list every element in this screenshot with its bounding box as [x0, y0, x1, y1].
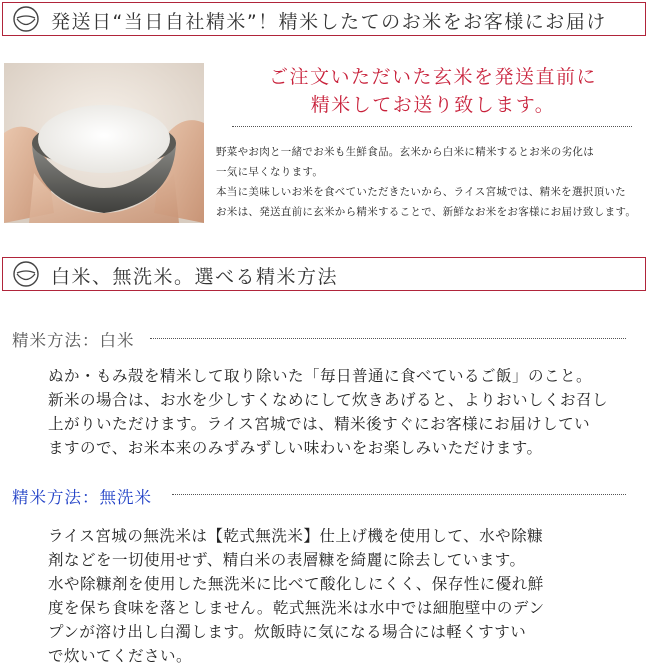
- white-rice-text-line-3: 上がりいただけます。ライス宮城では、精米後すぐにお客様にお届けしてい: [48, 415, 591, 433]
- intro-text-line-2: 一気に早くなります。: [216, 166, 324, 178]
- rice-bowl-icon: [9, 261, 43, 287]
- section-heading-musenmai: 精米方法：無洗米: [12, 488, 152, 507]
- intro-text-line-3: 本当に美味しいお米を食べていただきたいから、ライス宮城では、精米を選択頂いた: [216, 186, 626, 198]
- musenmai-text-line-1: ライス宮城の無洗米は【乾式無洗米】仕上げ機を使用して、水や除糠: [48, 527, 544, 545]
- intro-text-line-4: お米は、発送直前に玄米から精米することで、新鮮なお米をお客様にお届け致します。: [216, 206, 637, 218]
- rice-bowl-photo: [4, 63, 204, 223]
- divider: [172, 494, 626, 495]
- header-banner-methods: [2, 257, 646, 291]
- banner-title: 発送日“当日自社精米”！精米したてのお米をお客様にお届け: [51, 11, 607, 33]
- musenmai-text-line-5: プンが溶け出し白濁します。炊飯時に気になる場合には軽くすすい: [48, 623, 527, 641]
- banner-title: 白米、無洗米。選べる精米方法: [51, 266, 339, 288]
- white-rice-text-line-2: 新米の場合は、お水を少しすくなめにして炊きあげると、よりおいしくお召し: [48, 391, 609, 409]
- divider: [150, 338, 626, 339]
- white-rice-text-line-4: ますので、お米本来のみずみずしい味わいをお楽しみいただけます。: [48, 439, 543, 457]
- divider: [232, 126, 632, 127]
- musenmai-text-line-2: 剤などを一切使用せず、精白米の表層糠を綺麗に除去しています。: [48, 551, 526, 569]
- rice-bowl-icon: [9, 6, 43, 32]
- white-rice-text-line-1: ぬか・もみ殻を精米して取り除いた「毎日普通に食べているご飯」のこと。: [48, 367, 593, 385]
- header-banner-delivery: [2, 2, 646, 36]
- musenmai-text-line-4: 度を保ち食味を落としません。乾式無洗米は水中では細胞壁中のデン: [48, 599, 545, 617]
- musenmai-text-line-6: で炊いてください。: [48, 647, 193, 665]
- intro-text-line-1: 野菜やお肉と一緒でお米も生鮮食品。玄米から白米に精米するとお米の劣化は: [216, 146, 594, 158]
- musenmai-text-line-3: 水や除糠剤を使用した無洗米に比べて酸化しにくく、保存性に優れ鮮: [48, 575, 544, 593]
- lead-text-line-2: 精米してお送り致します。: [310, 94, 556, 116]
- section-heading-white-rice: 精米方法：白米: [12, 331, 135, 350]
- lead-text-line-1: ご注文いただいた玄米を発送直前に: [268, 66, 597, 88]
